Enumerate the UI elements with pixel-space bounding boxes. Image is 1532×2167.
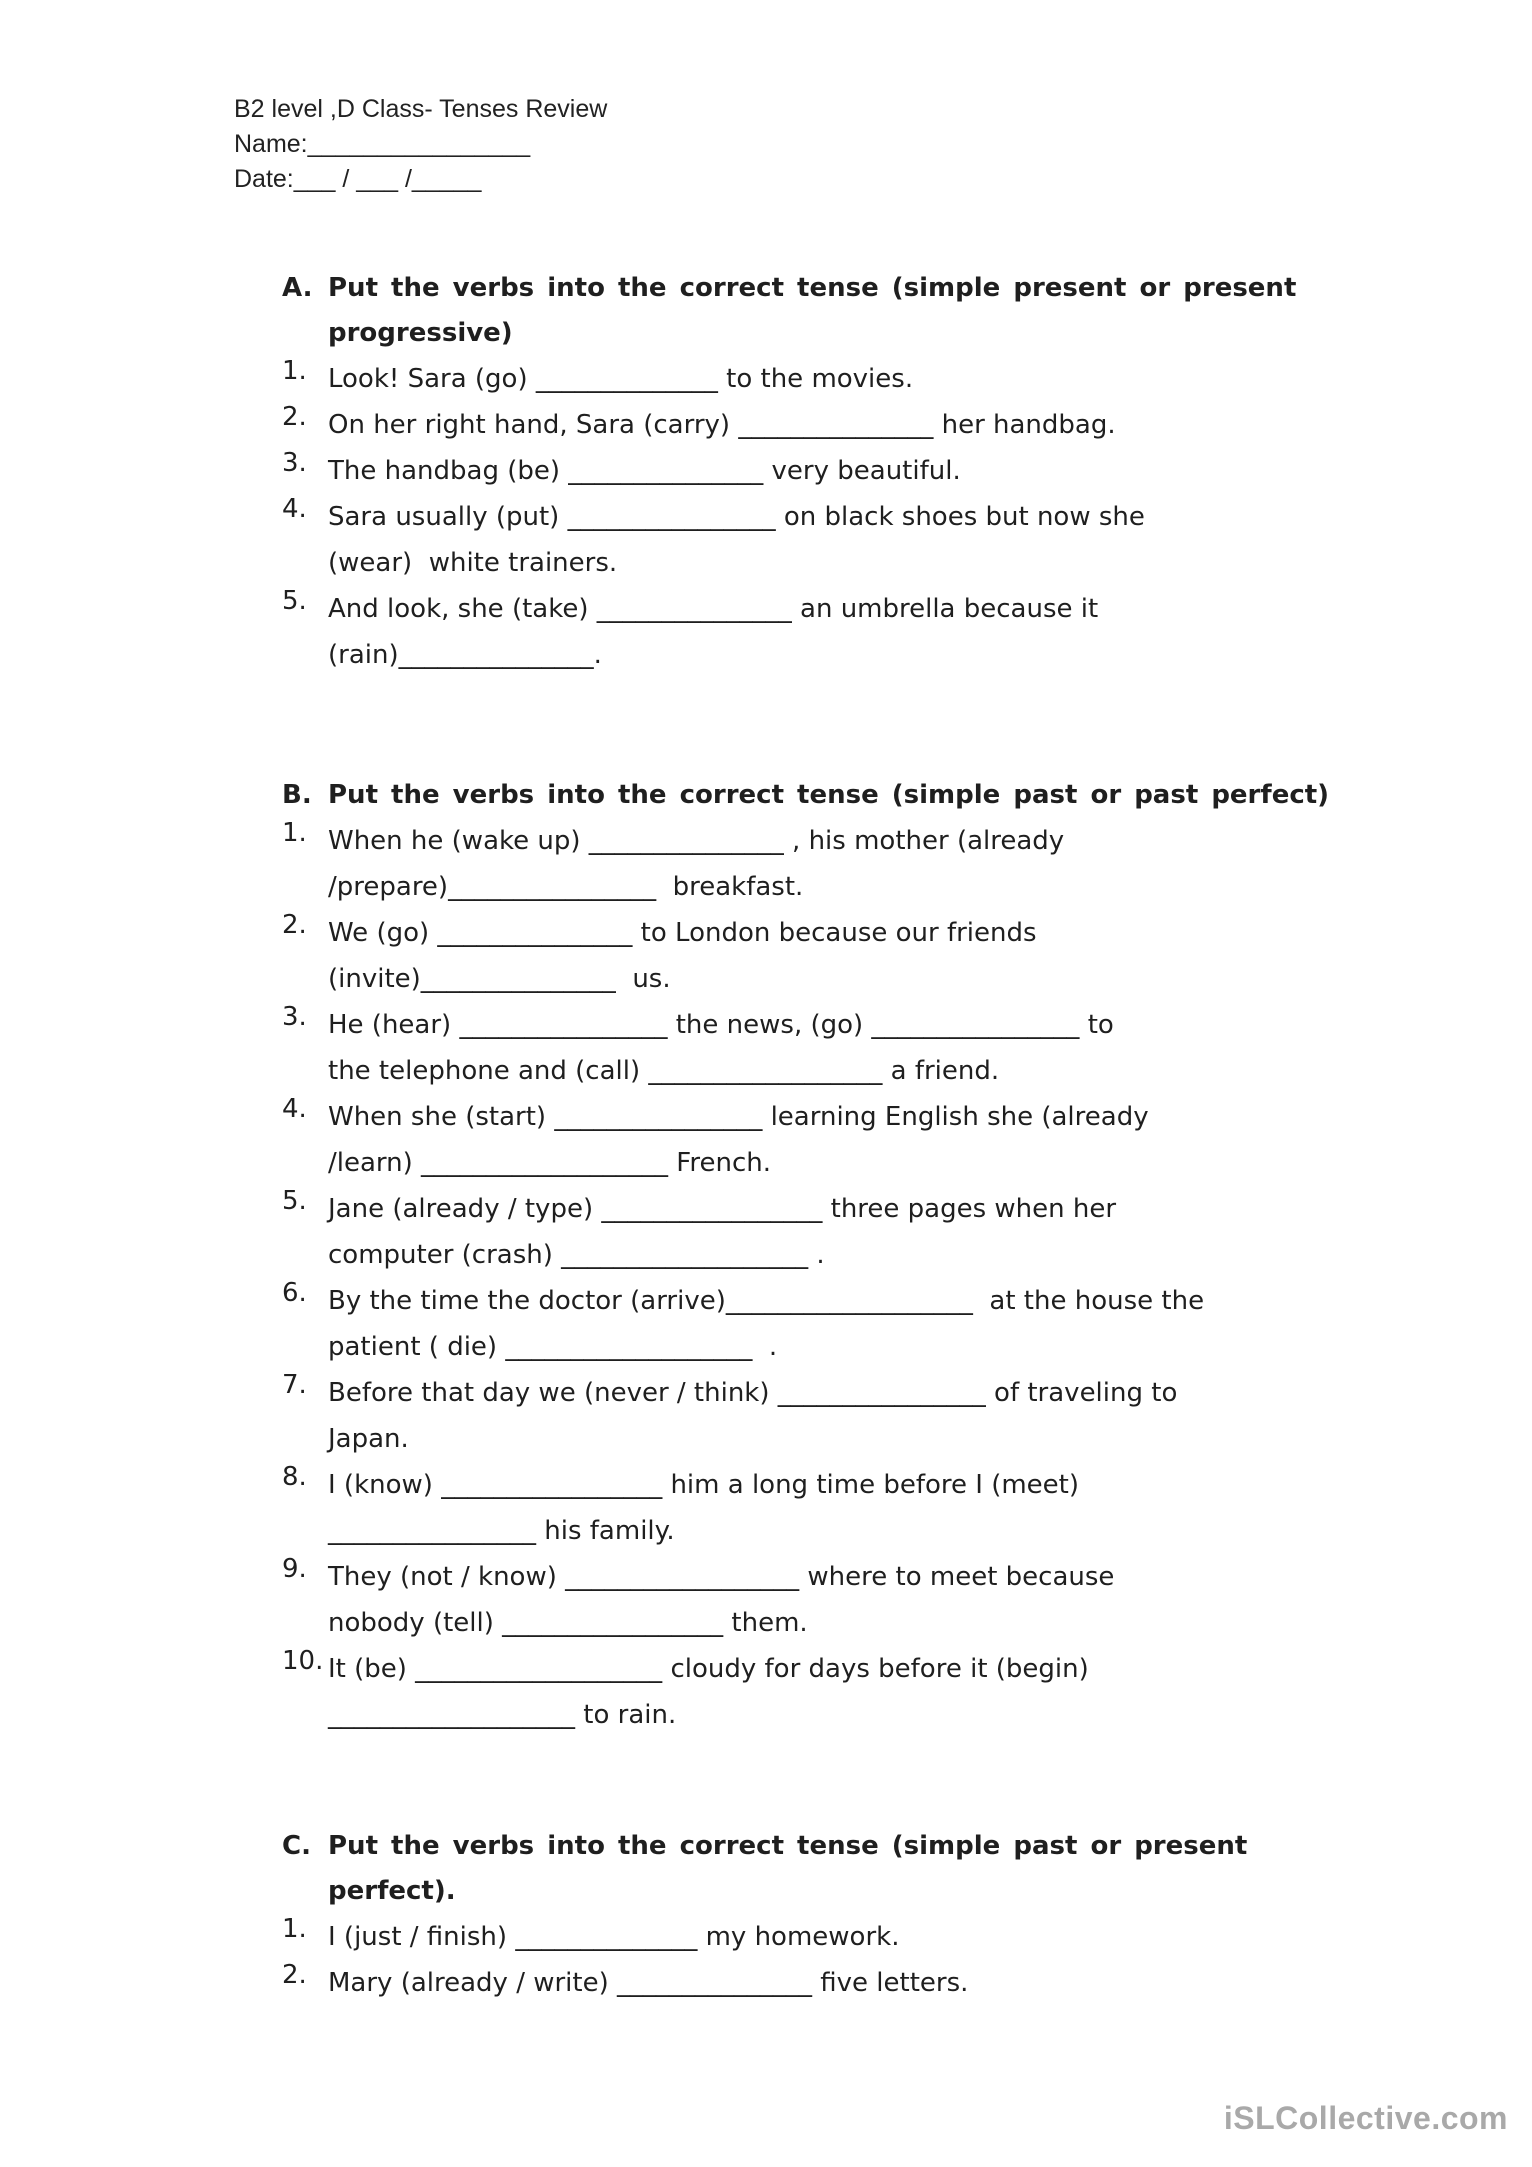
item-number: 2. <box>282 1960 307 1990</box>
section-a-items <box>282 356 1342 678</box>
item-text: On her right hand, Sara (carry) _______________ her handbag. <box>328 410 1116 440</box>
item-text-continued: (invite)_______________ us. <box>328 964 671 994</box>
item-text: We (go) _______________ to London because our friends <box>328 918 1037 948</box>
section-c-items <box>282 1914 1342 2006</box>
section-a-title: A. Put the verbs into the correct tense (simple present or present progressive) <box>282 266 1342 356</box>
section-letter: B. <box>282 780 312 810</box>
section-letter: A. <box>282 273 313 303</box>
item-text: Mary (already / write) _______________ five letters. <box>328 1968 969 1998</box>
item-text-continued: Japan. <box>328 1424 409 1454</box>
item-text-continued: (wear) white trainers. <box>328 548 618 578</box>
item-number: 2. <box>282 910 307 940</box>
section-b <box>282 773 1342 1738</box>
item-number: 3. <box>282 1002 307 1032</box>
exercise-item <box>282 1002 1342 1094</box>
exercise-item <box>282 1186 1342 1278</box>
item-number: 5. <box>282 1186 307 1216</box>
item-text: Before that day we (never / think) ________________ of traveling to <box>328 1378 1178 1408</box>
exercise-item <box>282 818 1342 910</box>
exercise-item <box>282 1554 1342 1646</box>
section-a <box>282 266 1342 678</box>
exercise-item <box>282 1370 1342 1462</box>
item-text-continued: the telephone and (call) __________________ a friend. <box>328 1056 1000 1086</box>
name-field: Name:________________ <box>234 130 531 158</box>
item-number: 8. <box>282 1462 307 1492</box>
exercise-item <box>282 1646 1342 1738</box>
exercise-item <box>282 910 1342 1002</box>
worksheet-title: B2 level ,D Class- Tenses Review <box>234 95 608 123</box>
item-text-continued: (rain)_______________. <box>328 640 602 670</box>
item-text: I (just / finish) ______________ my homework. <box>328 1922 900 1952</box>
item-text-continued: nobody (tell) _________________ them. <box>328 1608 808 1638</box>
item-text: It (be) ___________________ cloudy for days before it (begin) <box>328 1654 1089 1684</box>
item-text: They (not / know) __________________ where to meet because <box>328 1562 1115 1592</box>
item-text: He (hear) ________________ the news, (go) ________________ to <box>328 1010 1114 1040</box>
item-number: 7. <box>282 1370 307 1400</box>
worksheet-header <box>234 92 607 197</box>
section-c <box>282 1824 1342 2006</box>
exercise-item <box>282 1914 1342 1960</box>
item-text-continued: /prepare)________________ breakfast. <box>328 872 804 902</box>
item-text: Jane (already / type) _________________ three pages when her <box>328 1194 1117 1224</box>
item-text: Look! Sara (go) ______________ to the movies. <box>328 364 914 394</box>
exercise-item <box>282 1462 1342 1554</box>
section-letter: C. <box>282 1831 311 1861</box>
item-number: 10. <box>282 1646 324 1676</box>
item-number: 1. <box>282 1914 307 1944</box>
section-b-items <box>282 818 1342 1738</box>
item-number: 9. <box>282 1554 307 1584</box>
item-text: By the time the doctor (arrive)___________________ at the house the <box>328 1286 1205 1316</box>
item-text-continued: ________________ his family. <box>328 1516 675 1546</box>
item-number: 3. <box>282 448 307 478</box>
date-field: Date:___ / ___ /_____ <box>234 165 482 193</box>
section-b-title: B. Put the verbs into the correct tense (simple past or past perfect) <box>282 773 1342 818</box>
item-number: 4. <box>282 494 307 524</box>
item-text-continued: /learn) ___________________ French. <box>328 1148 771 1178</box>
item-text: Sara usually (put) ________________ on black shoes but now she <box>328 502 1145 532</box>
item-text-continued: ___________________ to rain. <box>328 1700 677 1730</box>
exercise-item <box>282 356 1342 402</box>
item-text: When she (start) ________________ learning English she (already <box>328 1102 1149 1132</box>
exercise-item <box>282 1278 1342 1370</box>
item-text: When he (wake up) _______________ , his mother (already <box>328 826 1065 856</box>
item-text-continued: patient ( die) ___________________ . <box>328 1332 778 1362</box>
exercise-item <box>282 586 1342 678</box>
item-text: And look, she (take) _______________ an umbrella because it <box>328 594 1099 624</box>
exercise-item <box>282 494 1342 586</box>
item-number: 1. <box>282 818 307 848</box>
exercise-item <box>282 448 1342 494</box>
item-text: I (know) _________________ him a long time before I (meet) <box>328 1470 1080 1500</box>
item-number: 2. <box>282 402 307 432</box>
item-number: 4. <box>282 1094 307 1124</box>
item-text: The handbag (be) _______________ very beautiful. <box>328 456 961 486</box>
section-c-title: C. Put the verbs into the correct tense (simple past or present perfect). <box>282 1824 1342 1914</box>
exercise-item <box>282 1960 1342 2006</box>
exercise-item <box>282 1094 1342 1186</box>
item-number: 5. <box>282 586 307 616</box>
exercise-item <box>282 402 1342 448</box>
item-number: 6. <box>282 1278 307 1308</box>
item-text-continued: computer (crash) ___________________ . <box>328 1240 825 1270</box>
watermark-logo: iSLCollective.com <box>1223 2100 1508 2136</box>
item-number: 1. <box>282 356 307 386</box>
